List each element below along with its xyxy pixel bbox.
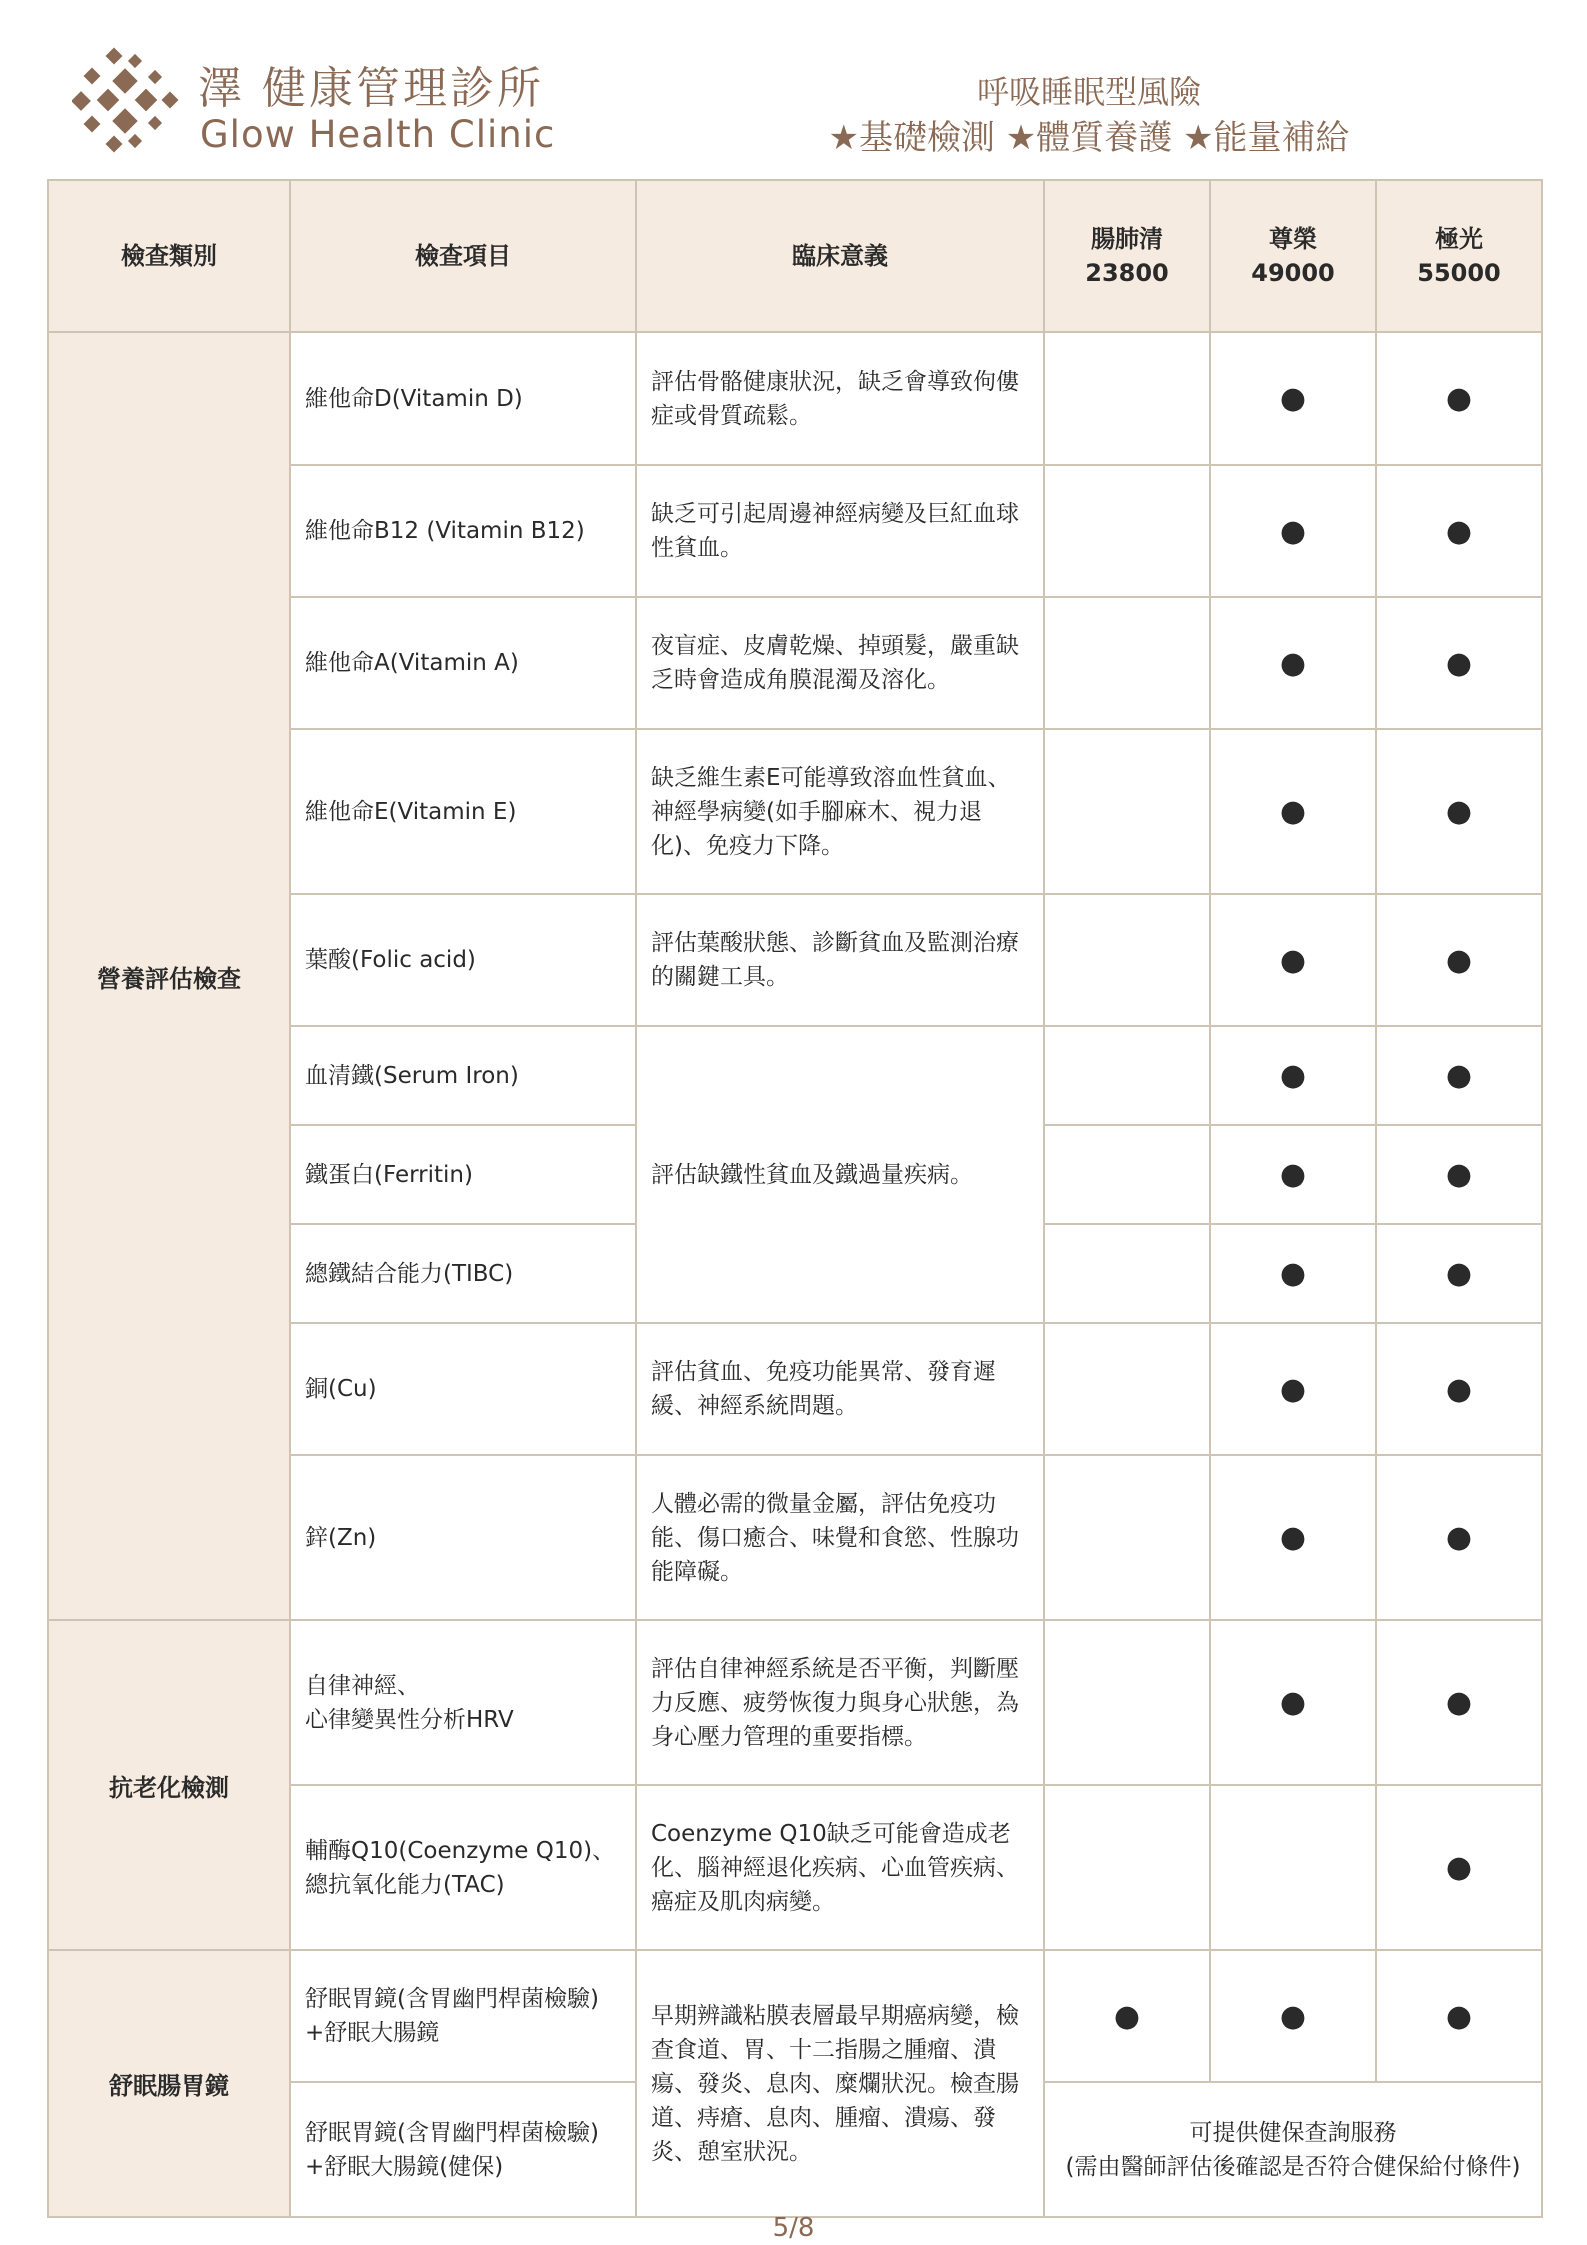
plan-3-mark: ● [1376,894,1542,1026]
category-nutrition: 營養評估檢查 [48,332,290,1620]
plan-2-mark: ● [1210,1125,1376,1224]
item-cell: 輔酶Q10(Coenzyme Q10)、 總抗氧化能力(TAC) [290,1785,636,1950]
meaning-cell: 早期辨識粘膜表層最早期癌病變，檢查食道、胃、十二指腸之腫瘤、潰瘍、發炎、息肉、糜爛狀況。檢查腸道、痔瘡、息肉、腫瘤、潰瘍、發炎、憩室狀況。 [636,1950,1044,2217]
meaning-cell: 評估葉酸狀態、診斷貧血及監測治療的關鍵工具。 [636,894,1044,1026]
item-cell: 自律神經、 心律變異性分析HRV [290,1620,636,1785]
plan-3-mark: ● [1376,729,1542,894]
meaning-cell: 缺乏可引起周邊神經病變及巨紅血球性貧血。 [636,465,1044,597]
plan-2-mark: ● [1210,1026,1376,1125]
meaning-cell: 人體必需的微量金屬，評估免疫功能、傷口癒合、味覺和食慾、性腺功能障礙。 [636,1455,1044,1620]
item-cell: 鋅(Zn) [290,1455,636,1620]
item-cell: 維他命A(Vitamin A) [290,597,636,729]
category-endoscopy: 舒眠腸胃鏡 [48,1950,290,2217]
header-plan-3 [1376,180,1542,332]
plan-3-mark: ● [1376,1323,1542,1455]
plan-1-mark [1044,465,1210,597]
plan-name: 極光 [1435,225,1483,253]
plan-2-mark: ● [1210,465,1376,597]
brand-name-english: Glow Health Clinic [200,113,556,156]
plan-2-mark: ● [1210,1455,1376,1620]
item-cell: 血清鐵(Serum Iron) [290,1026,636,1125]
exam-items-table [47,179,1543,2218]
table-row [48,332,1542,465]
plan-1-mark [1044,894,1210,1026]
meaning-cell: 缺乏維生素E可能導致溶血性貧血、神經學病變(如手腳麻木、視力退化)、免疫力下降。 [636,729,1044,894]
plan-1-mark [1044,729,1210,894]
plan-price: 23800 [1085,259,1169,287]
plan-3-mark: ● [1376,1950,1542,2082]
item-cell: 舒眠胃鏡(含胃幽門桿菌檢驗) +舒眠大腸鏡(健保) [290,2082,636,2217]
plan-3-mark: ● [1376,1455,1542,1620]
header-meaning: 臨床意義 [636,180,1044,332]
plan-2-mark: ● [1210,729,1376,894]
clinic-logo-icon [72,46,182,158]
meaning-cell: 評估貧血、免疫功能異常、發育遲緩、神經系統問題。 [636,1323,1044,1455]
plan-1-mark [1044,1323,1210,1455]
plan-3-mark: ● [1376,1620,1542,1785]
plan-2-mark [1210,1785,1376,1950]
plan-price: 55000 [1417,259,1501,287]
meaning-cell: 評估骨骼健康狀況，缺乏會導致佝僂症或骨質疏鬆。 [636,332,1044,465]
plan-price: 49000 [1251,259,1335,287]
plan-name: 尊榮 [1269,225,1317,253]
plan-2-mark: ● [1210,1620,1376,1785]
plan-2-mark: ● [1210,332,1376,465]
plan-1-mark [1044,1026,1210,1125]
plan-2-mark: ● [1210,1950,1376,2082]
plan-3-mark: ● [1376,1125,1542,1224]
item-cell: 銅(Cu) [290,1323,636,1455]
package-title-line1: 呼吸睡眠型風險 [976,73,1201,111]
plan-name: 腸肺清 [1091,225,1163,253]
nhi-note: 可提供健保查詢服務 (需由醫師評估後確認是否符合健保給付條件) [1044,2082,1542,2217]
item-cell: 舒眠胃鏡(含胃幽門桿菌檢驗) +舒眠大腸鏡 [290,1950,636,2082]
category-antiaging: 抗老化檢測 [48,1620,290,1950]
plan-2-mark: ● [1210,894,1376,1026]
page-number: 5/8 [772,2213,815,2243]
package-title [809,70,1369,162]
item-cell: 鐵蛋白(Ferritin) [290,1125,636,1224]
header-item: 檢查項目 [290,180,636,332]
plan-1-mark [1044,1224,1210,1323]
meaning-cell: Coenzyme Q10缺乏可能會造成老化、腦神經退化疾病、心血管疾病、癌症及肌肉病變。 [636,1785,1044,1950]
item-cell: 維他命E(Vitamin E) [290,729,636,894]
page-header [0,0,1587,180]
header-category: 檢查類別 [48,180,290,332]
item-cell: 維他命D(Vitamin D) [290,332,636,465]
meaning-cell: 夜盲症、皮膚乾燥、掉頭髮，嚴重缺乏時會造成角膜混濁及溶化。 [636,597,1044,729]
plan-1-mark [1044,1125,1210,1224]
plan-2-mark: ● [1210,597,1376,729]
item-cell: 總鐵結合能力(TIBC) [290,1224,636,1323]
item-cell: 葉酸(Folic acid) [290,894,636,1026]
table-row [48,1950,1542,2082]
plan-3-mark: ● [1376,1785,1542,1950]
table-header-row [48,180,1542,332]
plan-1-mark [1044,1785,1210,1950]
plan-1-mark: ● [1044,1950,1210,2082]
brand-name-chinese: 澤 健康管理診所 [198,63,544,114]
plan-1-mark [1044,597,1210,729]
item-cell: 維他命B12 (Vitamin B12) [290,465,636,597]
meaning-cell: 評估缺鐵性貧血及鐵過量疾病。 [636,1026,1044,1323]
plan-1-mark [1044,1620,1210,1785]
plan-3-mark: ● [1376,1224,1542,1323]
plan-3-mark: ● [1376,597,1542,729]
table-row [48,1620,1542,1785]
header-plan-2 [1210,180,1376,332]
plan-3-mark: ● [1376,1026,1542,1125]
plan-2-mark: ● [1210,1224,1376,1323]
plan-3-mark: ● [1376,332,1542,465]
header-plan-1 [1044,180,1210,332]
plan-1-mark [1044,332,1210,465]
meaning-cell: 評估自律神經系統是否平衡，判斷壓力反應、疲勞恢復力與身心狀態，為身心壓力管理的重要指標。 [636,1620,1044,1785]
package-title-line2: ★基礎檢測 ★體質養護 ★能量補給 [828,118,1350,158]
plan-3-mark: ● [1376,465,1542,597]
plan-2-mark: ● [1210,1323,1376,1455]
plan-1-mark [1044,1455,1210,1620]
